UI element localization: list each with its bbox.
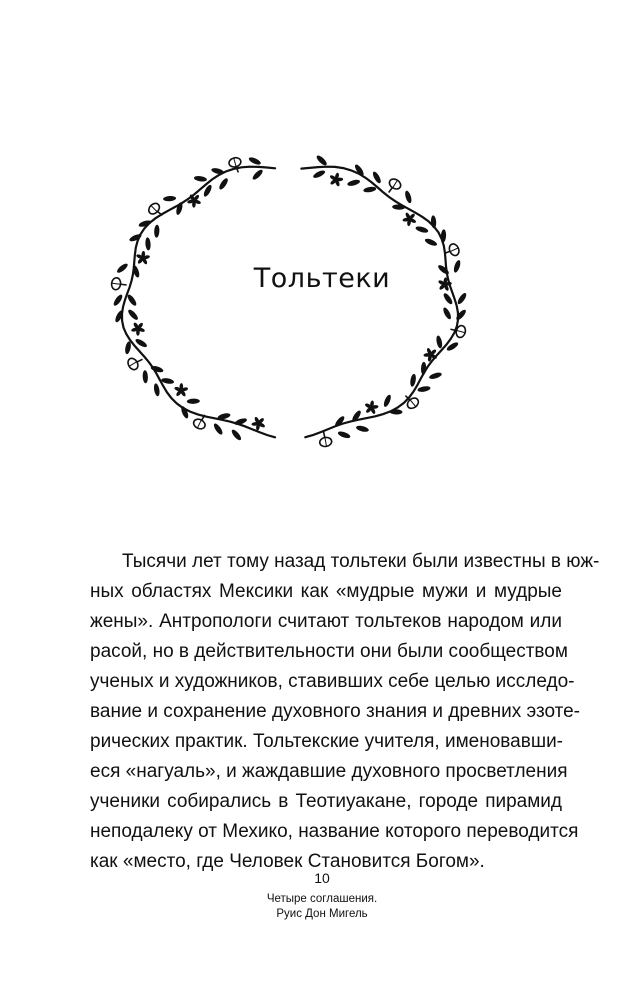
body-line: ных областях Мексики как «мудрые мужи и мудрые: [90, 581, 562, 602]
book-title: Четыре соглашения.: [266, 893, 378, 905]
book-author: Руис Дон Мигель: [276, 908, 368, 920]
body-line: неподалеку от Мехико, название которого переводится: [90, 821, 579, 842]
body-line: расой, но в действительности они были сообществом: [90, 641, 568, 662]
chapter-title: Тольтеки: [253, 263, 391, 294]
page-number: 10: [314, 870, 330, 886]
body-line: жены». Антропологи считают тольтеков народом или: [90, 611, 562, 632]
running-title: [0, 892, 644, 922]
body-line: ученых и художников, ставивших себе целью исследо-: [90, 671, 575, 692]
body-paragraph: [90, 547, 600, 877]
body-line: еся «нагуаль», и жаждавшие духовного просветления: [90, 761, 568, 782]
body-line: Тысячи лет тому назад тольтеки были известны в юж-: [122, 551, 600, 572]
body-line: рических практик. Тольтекские учителя, именовавши-: [90, 731, 564, 752]
body-line: вание и сохранение духовного знания и древних эзоте-: [90, 701, 581, 722]
floral-wreath-icon: [90, 150, 490, 470]
body-line: ученики собирались в Теотиуакане, городе пирамид: [90, 791, 562, 812]
body-line: как «место, где Человек Становится Богом».: [90, 851, 485, 872]
